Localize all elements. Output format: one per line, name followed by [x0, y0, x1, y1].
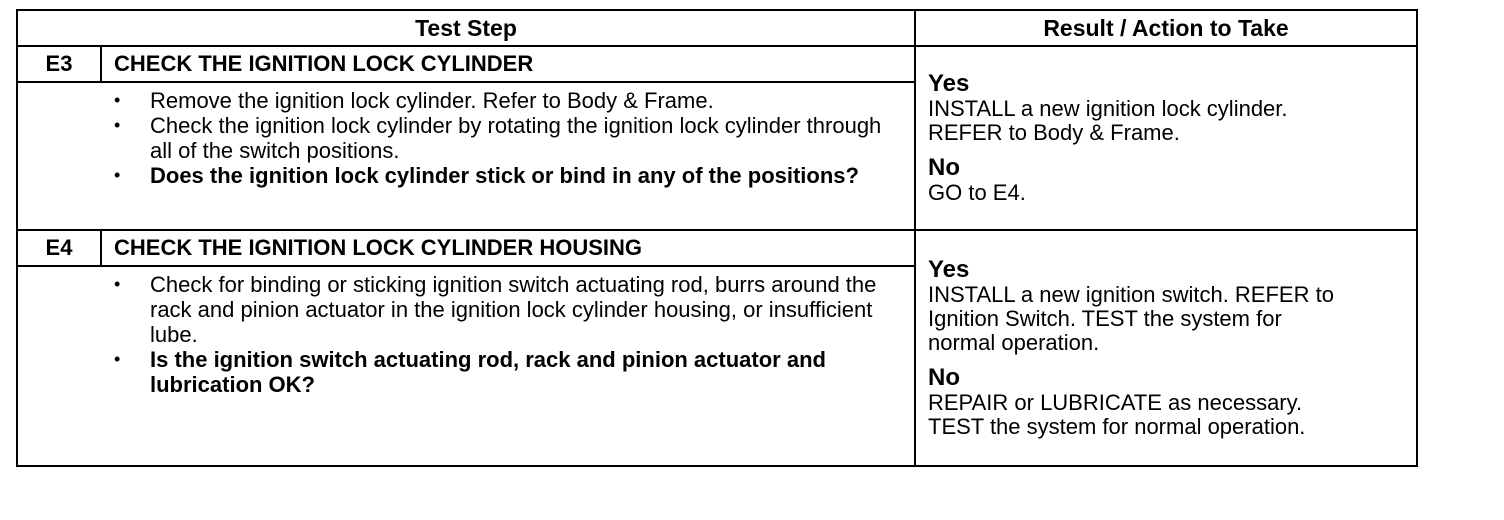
- step-row-e4: [18, 231, 1416, 465]
- question-text: Is the ignition switch actuating rod, rack and pinion actuator and lubrication OK?: [150, 347, 826, 397]
- bullet-icon: •: [114, 165, 121, 185]
- bullet-icon: •: [114, 349, 121, 369]
- instruction-text: Check for binding or sticking ignition switch actuating rod, burrs around the rack and pinion actuator in the ignition lock cylinder housing, or insufficient lube.: [150, 272, 877, 347]
- step-title: CHECK THE IGNITION LOCK CYLINDER HOUSING: [114, 235, 643, 260]
- question-item: [114, 347, 914, 397]
- test-step-cell: [18, 47, 916, 229]
- instruction-text: Remove the ignition lock cylinder. Refer to Body & Frame.: [150, 88, 714, 113]
- instruction-text: Check the ignition lock cylinder by rotating the ignition lock cylinder through all of the switch positions.: [150, 113, 882, 163]
- yes-label: Yes: [928, 70, 970, 97]
- question-item: [114, 163, 914, 188]
- table-header: [18, 11, 1416, 47]
- instruction-item: [114, 272, 914, 347]
- bullet-icon: •: [114, 274, 121, 294]
- header-result-action: Result / Action to Take: [1043, 15, 1289, 41]
- step-title-bar: [18, 231, 914, 267]
- no-action: GO to E4.: [928, 180, 1026, 205]
- no-action: REPAIR or LUBRICATE as necessary. TEST the system for normal operation.: [928, 390, 1306, 439]
- step-title: CHECK THE IGNITION LOCK CYLINDER: [114, 51, 534, 76]
- step-instructions: [18, 83, 914, 188]
- instruction-item: [114, 88, 914, 113]
- step-id: E3: [18, 47, 102, 81]
- result-action-cell: [916, 47, 1416, 229]
- step-row-e3: [18, 47, 1416, 231]
- diagnostic-table: [16, 9, 1418, 467]
- result-action-cell: [916, 231, 1416, 465]
- yes-action: INSTALL a new ignition lock cylinder. REFER to Body & Frame.: [928, 96, 1288, 145]
- bullet-icon: •: [114, 90, 121, 110]
- no-label: No: [928, 154, 960, 181]
- question-text: Does the ignition lock cylinder stick or bind in any of the positions?: [150, 163, 859, 188]
- no-label: No: [928, 364, 960, 391]
- step-id: E4: [18, 231, 102, 265]
- header-test-step: Test Step: [18, 11, 916, 45]
- step-instructions: [18, 267, 914, 397]
- yes-label: Yes: [928, 256, 970, 283]
- step-title-bar: [18, 47, 914, 83]
- bullet-icon: •: [114, 115, 121, 135]
- yes-action: INSTALL a new ignition switch. REFER to Ignition Switch. TEST the system for normal operation.: [928, 282, 1334, 355]
- test-step-cell: [18, 231, 916, 465]
- instruction-item: [114, 113, 914, 163]
